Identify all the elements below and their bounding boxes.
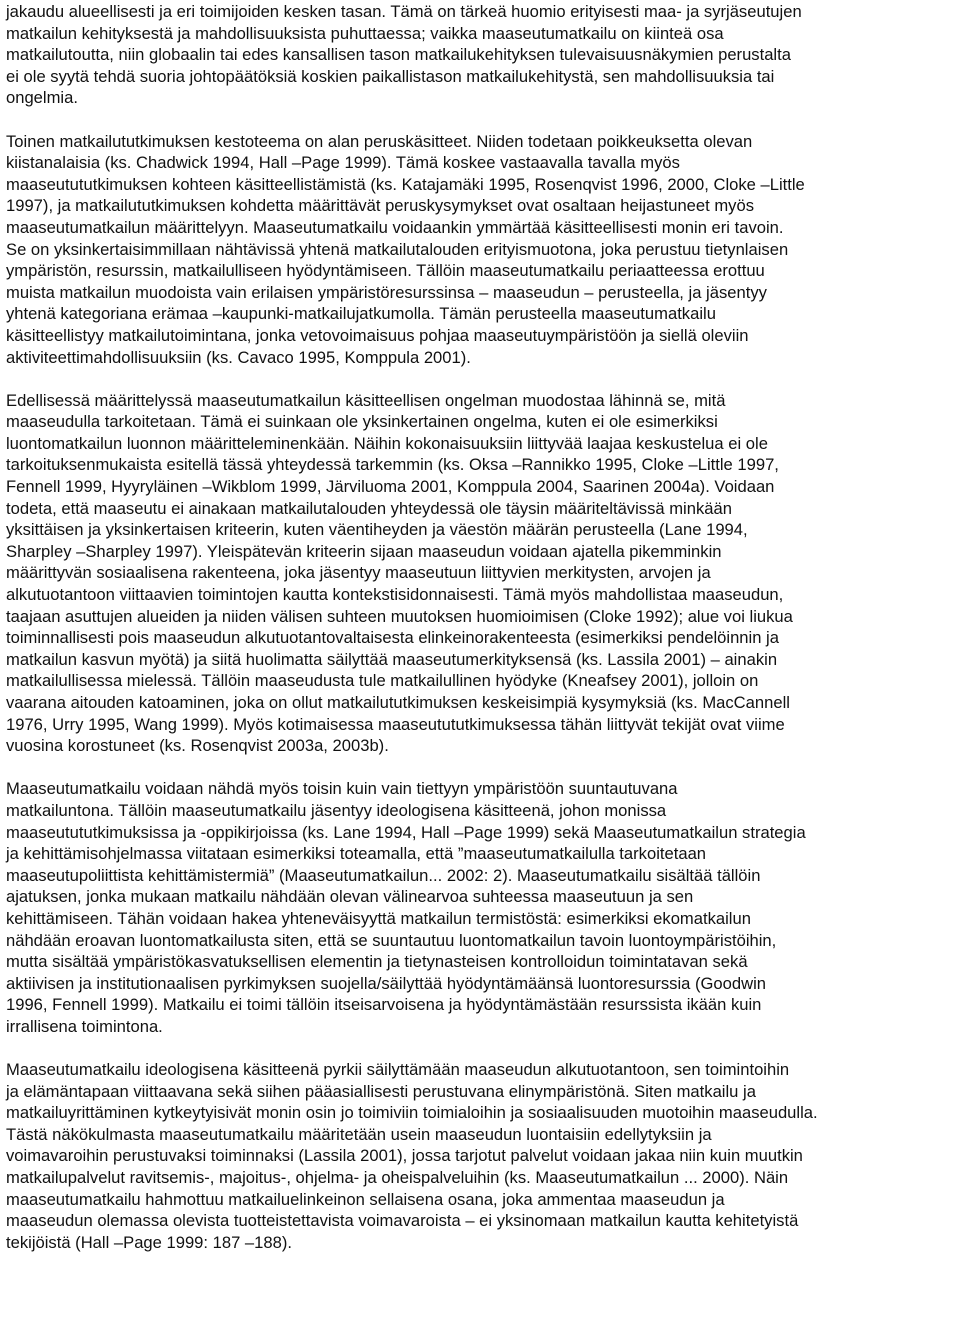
text-line: 1976, Urry 1995, Wang 1999). Myös kotimaisessa maaseutututkimuksessa tähän liittyvät tekijät ovat viime (6, 714, 785, 734)
text-line: tekijöistä (Hall –Page 1999: 187 –188). (6, 1232, 292, 1252)
paragraph-3 (6, 390, 956, 757)
text-line: voimavaroihin perustuvaksi toiminnaksi (Lassila 2001), jossa tarjotut palvelut voidaan jakaa niin kuin muutkin (6, 1146, 803, 1166)
text-line: matkailupalvelut ravitsemis-, majoitus-, ohjelma- ja oheispalveluihin (ks. Maaseutumatkailun ... 2000). Näin (6, 1168, 789, 1188)
text-line: vuosina korostuneet (ks. Rosenqvist 2003a, 2003b). (6, 736, 389, 756)
text-line: käsitteellistyy matkailutoimintana, jonka vetovoimaisuus pohjaa maaseutuympäristöön ja siellä oleviin (6, 325, 749, 345)
text-line: Maaseutumatkailu ideologisena käsitteenä pyrkii säilyttämään maaseudun alkutuotantoon, sen toimintoihin (6, 1060, 790, 1080)
text-line: maaseudun olemassa olevista tuotteistettavista voimavaroista – ei yksinomaan matkailun kautta kehitetyistä (6, 1211, 799, 1231)
paragraph-4 (6, 778, 956, 1037)
text-line: Fennell 1999, Hyyryläinen –Wikblom 1999, Järviluoma 2001, Komppula 2004, Saarinen 2004a). Voidaan (6, 477, 775, 497)
text-line: luontomatkailun luonnon määritteleminenkään. Näihin kokonaisuuksiin liittyvää laajaa keskustelua ei ole (6, 433, 768, 453)
text-line: matkailutoutta, niin globaalin tai edes kansallisen tason matkailukehityksen tulevaisuusnäkymien perustalta (6, 45, 791, 65)
text-line: todeta, että maaseutu ei ainakaan matkailutalouden yhteydessä ole täysin määriteltävissä minkään (6, 498, 732, 518)
text-line: ajatuksen, jonka mukaan matkailu nähdään olevan välinearvoa suhteessa maaseutuun ja sen (6, 887, 694, 907)
text-line: maaseutupoliittista kehittämistermiä” (Maaseutumatkailun... 2002: 2). Maaseutumatkailu sisältää tällöin (6, 865, 761, 885)
paragraph-5 (6, 1059, 956, 1253)
text-line: jakaudu alueellisesti ja eri toimijoiden kesken tasan. Tämä on tärkeä huomio erityisesti maa- ja syrjäseutujen (6, 2, 802, 21)
text-line: yksittäisen ja yksinkertaisen kriteerin, kuten väentiheyden ja väestön määrän perusteella (Lane 1994, (6, 520, 748, 540)
text-line: ei ole syytä tehdä suoria johtopäätöksiä koskien paikallistason matkailukehitystä, sen mahdollisuuksia tai (6, 66, 775, 86)
text-line: toiminnallisesti pois maaseudun alkutuotantovaltaisesta elinkeinorakenteesta (esimerkiksi pendelöinnin ja (6, 628, 779, 648)
paragraph-2 (6, 131, 956, 369)
text-line: tarkoituksenmukaista esitellä tässä yhteydessä tarkemmin (ks. Oksa –Rannikko 1995, Cloke –Little 1997, (6, 455, 779, 475)
text-line: aktiivisen ja institutionaalisen pyrkimyksen suojella/säilyttää hyödyntämäänsä luontoresurssia (Goodwin (6, 973, 767, 993)
text-line: määrittyvän sosiaalisena rakenteena, joka jäsentyy maaseutuun liittyvien merkitysten, arvojen ja (6, 563, 711, 583)
text-line: matkailuntona. Tällöin maaseutumatkailu jäsentyy ideologisena käsitteenä, johon monissa (6, 800, 667, 820)
text-line: matkailuyrittäminen kytkeytyisivät monin osin jo toimiviin toimialoihin ja sosiaalisuuden muotoihin maaseudulla. (6, 1103, 818, 1123)
text-line: maaseutututkimuksissa ja -oppikirjoissa (ks. Lane 1994, Hall –Page 1999) sekä Maaseutumatkailun strategia (6, 822, 806, 842)
document-page (6, 1, 956, 1253)
text-line: Maaseutumatkailu voidaan nähdä myös toisin kuin vain tiettyyn ympäristöön suuntautuvana (6, 779, 678, 799)
text-line: nähdään eroavan luontomatkailusta siten, että se suuntautuu luontomatkailun tavoin luontoympäristöihin, (6, 930, 777, 950)
text-line: muista matkailun muodoista vain erilaisen ympäristöresurssinsa – maaseudun – perusteella, ja jäsentyy (6, 282, 767, 302)
text-line: Tästä näkökulmasta maaseutumatkailu määritetään usein maaseudun luontaisiin edellytyksiin ja (6, 1124, 712, 1144)
text-line: vaarana aitouden katoaminen, joka on ollut matkailututkimuksen keskeisimpiä kysymyksiä (ks. MacCannell (6, 693, 790, 712)
text-line: irrallisena toimintona. (6, 1016, 163, 1036)
text-line: maaseutumatkailu hahmottuu matkailuelinkeinon sellaisena osana, joka ammentaa maaseudun ja (6, 1189, 725, 1209)
text-line: 1996, Fennell 1999). Matkailu ei toimi tällöin itseisarvoisena ja hyödyntämästään resurssista ikään kuin (6, 995, 762, 1015)
text-line: ja elämäntapaan viittaavana sekä siihen pääasiallisesti perustuvana elinympäristönä. Siten matkailu ja (6, 1081, 756, 1101)
text-line: ympäristön, resurssin, matkailulliseen hyödyntämiseen. Tällöin maaseutumatkailu periaatteessa erottuu (6, 261, 765, 281)
text-line: maaseudulla tarkoitetaan. Tämä ei suinkaan ole yksinkertainen ongelma, kuten ei ole esimerkiksi (6, 412, 718, 432)
paragraph-1 (6, 1, 956, 109)
text-line: Sharpley –Sharpley 1997). Yleispätevän kriteerin sijaan maaseudun voidaan ajatella pikemminkin (6, 541, 722, 561)
text-line: kehittämiseen. Tähän voidaan hakea yhteneväisyyttä matkailun termistöstä: esimerkiksi ekomatkailun (6, 908, 751, 928)
text-line: 1997), ja matkailututkimuksen kohdetta määrittävät peruskysymykset ovat osaltaan heijastuneet myös (6, 196, 755, 216)
text-line: ongelmia. (6, 88, 78, 108)
text-line: alkutuotantoon viittaavien toimintojen kautta kontekstisidonnaisesti. Tämä myös mahdollistaa maaseudun, (6, 585, 784, 605)
text-line: taajaan asuttujen alueiden ja niiden välisen suhteen muutoksen huomioimisen (Cloke 1992); alue voi liukua (6, 606, 793, 626)
text-line: Se on yksinkertaisimmillaan nähtävissä yhtenä matkailutalouden erityismuotona, joka perustuu tietynlaisen (6, 239, 789, 259)
text-line: matkailun kasvun myötä) ja siitä huolimatta säilyttää maaseutumerkityksensä (ks. Lassila 2001) – ainakin (6, 649, 778, 669)
text-line: kiistanalaisia (ks. Chadwick 1994, Hall –Page 1999). Tämä koskee vastaavalla tavalla myös (6, 153, 680, 173)
text-line: yhtenä kategoriana erämaa –kaupunki-matkailujatkumolla. Tämän perusteella maaseutumatkailu (6, 304, 716, 324)
text-line: aktiviteettimahdollisuuksiin (ks. Cavaco 1995, Komppula 2001). (6, 347, 471, 367)
text-line: maaseutututkimuksen kohteen käsitteellistämistä (ks. Katajamäki 1995, Rosenqvist 1996, 2000, Cloke –Little (6, 174, 805, 194)
text-line: matkailullisessa mielessä. Tällöin maaseudusta tule matkailullinen hyödyke (Kneafsey 2001), jolloin on (6, 671, 759, 691)
text-line: maaseutumatkailun määrittelyyn. Maaseutumatkailu voidaankin ymmärtää käsitteellisesti monin eri tavoin. (6, 217, 784, 237)
text-line: mutta sisältää ympäristökasvatuksellisen elementin ja tietynasteisen kontrolloidun toimintatavan sekä (6, 952, 748, 972)
text-line: matkailun kehityksestä ja mahdollisuuksista puhuttaessa; vaikka maaseutumatkailu on kiinteä osa (6, 23, 724, 43)
text-line: ja kehittämisohjelmassa viitataan esimerkiksi toteamalla, että ”maaseutumatkailulla tarkoitetaan (6, 844, 707, 864)
text-line: Toinen matkailututkimuksen kestoteema on alan peruskäsitteet. Niiden todetaan poikkeuksetta olevan (6, 131, 753, 151)
text-line: Edellisessä määrittelyssä maaseutumatkailun käsitteellisen ongelman muodostaa lähinnä se, mitä (6, 390, 726, 410)
